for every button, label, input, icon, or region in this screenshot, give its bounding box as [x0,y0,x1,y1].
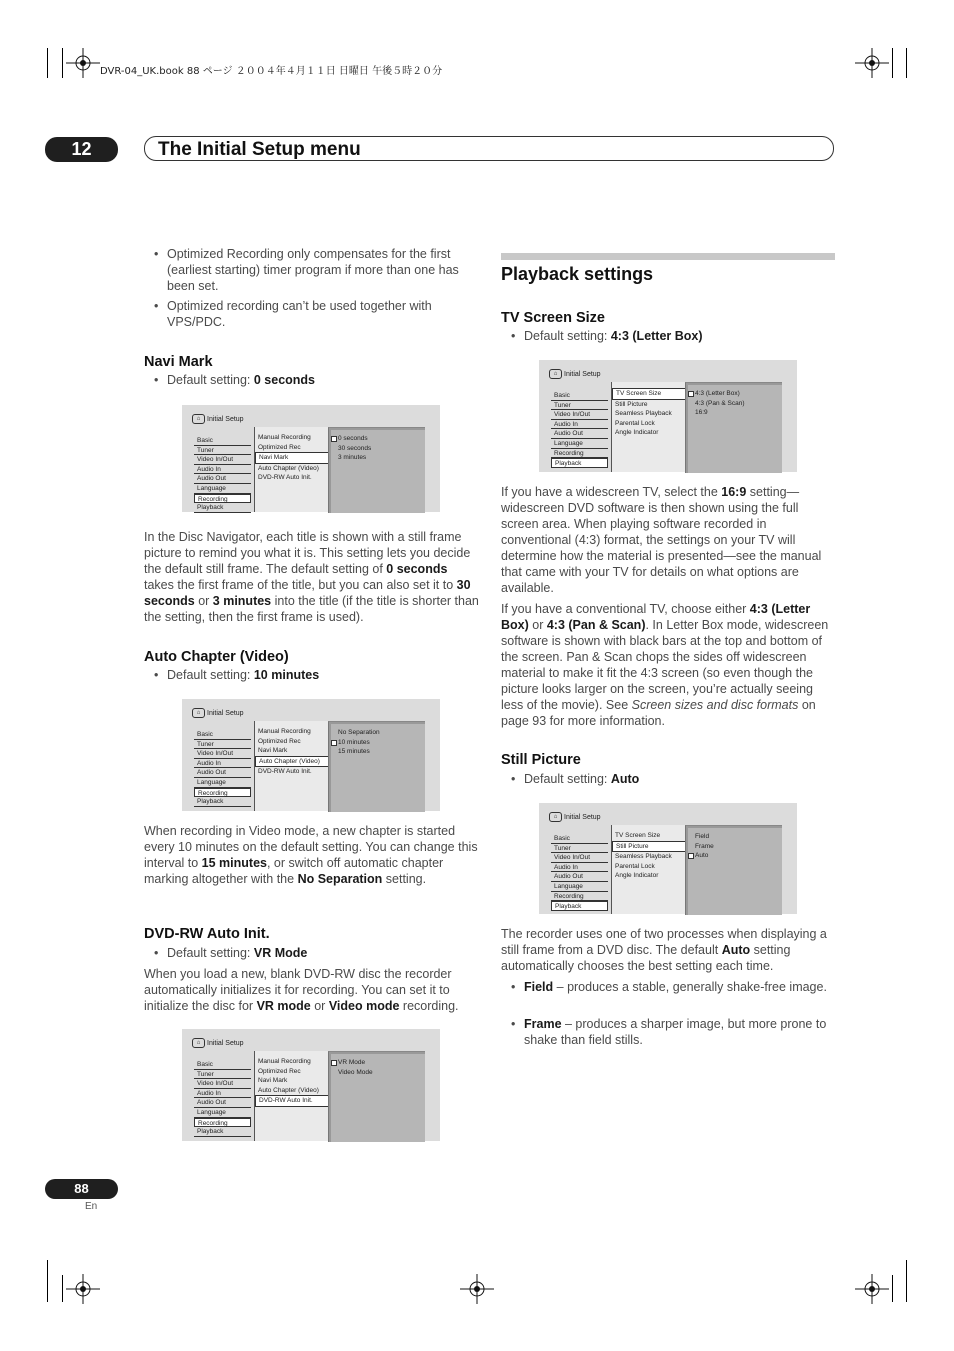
registration-mark-icon [66,48,100,78]
osd-sub-item: Navi Mark [258,1077,288,1085]
text: If you have a widescreen TV, select the [501,485,722,499]
registration-mark-icon [855,1274,889,1304]
auto-chapter-heading: Auto Chapter (Video) [144,649,289,665]
tv-screen-default [501,328,835,344]
osd-menu-item: Language [194,778,251,788]
osd-option: 4:3 (Pan & Scan) [695,399,745,407]
text: takes the first frame of the title, but you can also set it to [144,578,457,592]
osd-title-text: Initial Setup [564,813,601,821]
text: into the title (if the title is shorter than the setting, then the first frame is used). [144,594,479,624]
osd-options [328,1051,425,1142]
still-picture-default [501,771,835,787]
osd-options [685,825,782,915]
osd-option: 15 minutes [338,748,370,756]
osd-title [192,708,244,718]
print-info: DVR-04_UK.book 88 ページ ２００４年４月１１日 日曜日 午後５時２０分 [100,66,443,77]
navi-mark-text [144,529,479,625]
text: or [310,999,329,1013]
osd-auto-chapter [182,699,440,811]
osd-option: 4:3 (Letter Box) [686,389,782,399]
language-code: En [85,1201,98,1212]
osd-sub-menu [254,1051,329,1141]
osd-left-menu [194,730,251,807]
osd-title [192,414,244,424]
osd-menu-item: Recording [194,788,251,798]
text: – produces a sharper image, but more prone to shake than field stills. [524,1017,827,1047]
osd-navi-mark [182,405,440,512]
osd-option: No Separation [338,729,380,736]
osd-sub-menu [254,721,329,811]
navi-mark-heading: Navi Mark [144,354,213,370]
osd-menu-item: Video In/Out [194,749,251,759]
playback-settings-heading: Playback settings [501,264,654,284]
still-field-item [501,979,835,995]
osd-title [192,1038,244,1048]
text: The recorder uses one of two processes when displaying a still frame from a DVD disc. The default [501,927,827,957]
osd-menu-item: Tuner [194,446,251,456]
osd-sub-item: DVD-RW Auto Init. [258,768,312,776]
chapter-number: 12 [45,137,118,162]
osd-menu-item: Language [194,1108,251,1118]
registration-mark-icon [460,1274,494,1304]
osd-title [549,812,601,822]
default-value: 10 minutes [253,668,320,682]
text-bold: 4:3 (Letter Box) [501,602,811,632]
osd-menu-item: Audio In [551,863,608,873]
text-bold: 0 seconds [386,562,448,576]
text: setting. [382,872,427,886]
osd-menu-item: Audio In [194,1089,251,1099]
text: . In Letter Box mode, widescreen software is shown with black bars at the top and bottom of the screen. Pan & Scan chops the sides off widescreen material to make it fit the 4:3 screen (so even though the picture looks larger on the screen, you’re actually seeing less of the movie). See [501,618,829,712]
osd-menu-item: Playback [194,797,251,807]
osd-option: Auto [686,851,782,861]
text: or [528,618,547,632]
setup-icon: ⌂ [192,414,205,424]
osd-title [549,369,601,379]
osd-option: 16:9 [695,409,708,417]
crop-mark [62,48,63,78]
osd-menu-item: Tuner [194,740,251,750]
text: on page 93 for more information. [501,698,816,728]
osd-menu-item: Recording [551,449,608,459]
setup-icon: ⌂ [549,812,562,822]
osd-menu-item: Playback [194,1127,251,1137]
osd-sub-menu [611,825,686,914]
osd-menu-item: Video In/Out [551,410,608,420]
term: Field [524,980,554,994]
osd-option: 0 seconds [329,434,425,444]
osd-menu-item: Language [551,439,608,449]
text: When recording in Video mode, a new chapter is started every 10 minutes on the default setting. You can change this interval to [144,824,478,870]
auto-chapter-default [144,667,482,683]
navi-mark-default [144,372,482,388]
osd-menu-item: Audio Out [551,872,608,882]
text: In the Disc Navigator, each title is shown with a still frame picture to remind you what it is. This setting lets you decide the default still frame. The default setting of [144,530,471,576]
default-label: Default setting: [167,373,254,387]
osd-menu-item: Basic [194,436,251,446]
text-bold: 3 minutes [212,594,272,608]
osd-sub-item: DVD-RW Auto Init. [258,474,312,482]
text: , or switch off automatic chapter marking altogether with the [144,856,444,886]
osd-dvdrw [182,1029,440,1141]
text: or [194,594,213,608]
osd-options [685,382,782,473]
crop-mark [906,1260,907,1302]
osd-menu-item: Recording [194,1118,251,1128]
osd-sub-item: TV Screen Size [615,832,661,839]
osd-sub-item: Parental Lock [615,862,655,870]
osd-options [328,721,425,812]
text: recording. [399,999,459,1013]
osd-menu-item: Audio Out [194,1098,251,1108]
default-label: Default setting: [167,668,254,682]
still-frame-item [501,1016,835,1048]
osd-sub-item: Optimized Rec [258,443,301,451]
setup-icon: ⌂ [192,1038,205,1048]
osd-option: 30 seconds [338,444,372,452]
default-label: Default setting: [524,772,611,786]
osd-sub-menu [254,427,329,512]
default-value: VR Mode [253,946,308,960]
osd-menu-item: Tuner [194,1070,251,1080]
bullet-item: • Optimized recording can’t be used together with VPS/PDC. [144,298,482,330]
osd-menu-item: Audio In [194,759,251,769]
osd-sub-item: DVD-RW Auto Init. [255,1095,329,1107]
osd-still-picture [539,803,797,914]
crop-mark [892,48,893,78]
osd-left-menu [194,1060,251,1137]
crop-mark [892,1275,893,1302]
osd-sub-item: Still Picture [612,841,686,853]
setup-icon: ⌂ [549,369,562,379]
crop-mark [47,48,48,78]
text-bold: Auto [721,943,751,957]
osd-menu-item: Tuner [551,401,608,411]
osd-sub-menu [611,382,686,472]
crop-mark [47,1260,48,1302]
osd-sub-item: Auto Chapter (Video) [258,1086,319,1094]
osd-option: Frame [695,842,714,850]
text-italic: Screen sizes and disc formats [631,698,799,712]
osd-sub-item: Navi Mark [258,747,288,755]
page-number: 88 [45,1179,118,1199]
osd-menu-item: Basic [194,730,251,740]
osd-option: 3 minutes [338,454,367,462]
default-label: Default setting: [167,946,254,960]
osd-option: 10 minutes [329,738,425,748]
setup-icon: ⌂ [192,708,205,718]
still-picture-text [501,926,835,974]
osd-sub-item: Parental Lock [615,419,655,427]
chapter-title: The Initial Setup menu [144,136,834,161]
dvdrw-text [144,966,481,1014]
osd-tv-screen [539,360,797,472]
default-value: 0 seconds [253,373,315,387]
osd-option: VR Mode [329,1058,425,1068]
osd-menu-item: Basic [551,391,608,401]
osd-sub-item: Manual Recording [258,434,311,441]
osd-menu-item: Video In/Out [194,1079,251,1089]
osd-option: Video Mode [338,1068,373,1076]
osd-sub-item: Still Picture [615,400,648,408]
text: If you have a conventional TV, choose either [501,602,750,616]
osd-sub-item: Angle Indicator [615,429,659,437]
osd-menu-item: Basic [194,1060,251,1070]
osd-sub-item: Manual Recording [258,1058,311,1065]
osd-menu-item: Video In/Out [551,853,608,863]
osd-options [328,427,425,513]
osd-menu-item: Video In/Out [194,455,251,465]
osd-menu-item: Language [551,882,608,892]
text: setting—widescreen DVD software is then shown using the full screen area. When playing software recorded in conventional (4:3) format, the settings on your TV will determine how the material is presented—see the manual that came with your TV for details on what options are available. [501,485,822,595]
osd-menu-item: Language [194,484,251,494]
text-bold: Video mode [328,999,400,1013]
default-label: Default setting: [524,329,611,343]
crop-mark [62,1275,63,1302]
text-bold: 15 minutes [201,856,267,870]
osd-left-menu [551,391,608,468]
osd-sub-item: Auto Chapter (Video) [255,756,329,768]
osd-title-text: Initial Setup [207,1039,244,1047]
text-bold: 4:3 (Pan & Scan) [546,618,646,632]
osd-sub-item: Angle Indicator [615,872,659,880]
term: Frame [524,1017,562,1031]
default-value: Auto [610,772,640,786]
osd-sub-item: Navi Mark [255,452,329,464]
osd-sub-item: TV Screen Size [612,388,686,400]
text: – produces a stable, generally shake-free image. [553,980,827,994]
osd-title-text: Initial Setup [207,415,244,423]
osd-title-text: Initial Setup [207,709,244,717]
text-bold: VR mode [256,999,311,1013]
osd-sub-item: Optimized Rec [258,1067,301,1075]
osd-menu-item: Recording [194,494,251,504]
osd-sub-item: Seamless Playback [615,410,672,418]
default-value: 4:3 (Letter Box) [610,329,703,343]
osd-menu-item: Basic [551,834,608,844]
osd-menu-item: Playback [551,458,608,468]
auto-chapter-text [144,823,479,887]
osd-menu-item: Audio In [194,465,251,475]
osd-menu-item: Audio In [551,420,608,430]
still-picture-heading: Still Picture [501,752,581,768]
osd-option: Field [695,833,710,840]
bullet-item: • Optimized Recording only compensates for the first (earliest starting) timer program if more than one has been set. [144,246,482,294]
section-divider [501,253,835,260]
tv-screen-heading: TV Screen Size [501,310,605,326]
osd-menu-item: Recording [551,892,608,902]
osd-title-text: Initial Setup [564,370,601,378]
osd-sub-item: Optimized Rec [258,737,301,745]
dvdrw-default [144,945,482,961]
osd-sub-item: Manual Recording [258,728,311,735]
text-bold: No Separation [297,872,383,886]
osd-menu-item: Audio Out [194,474,251,484]
osd-menu-item: Playback [194,503,251,513]
osd-menu-item: Audio Out [551,429,608,439]
text-bold: 16:9 [721,485,747,499]
osd-left-menu [551,834,608,911]
osd-sub-item: Auto Chapter (Video) [258,464,319,472]
registration-mark-icon [855,48,889,78]
text: When you load a new, blank DVD-RW disc the recorder automatically initializes it for recording. You can set it to initialize the disc for [144,967,452,1013]
tv-screen-text-2 [501,601,835,729]
text-bold: 30 seconds [144,578,471,608]
osd-sub-item: Seamless Playback [615,853,672,861]
osd-menu-item: Playback [551,901,608,911]
osd-left-menu [194,436,251,513]
osd-menu-item: Audio Out [194,768,251,778]
crop-mark [906,48,907,78]
text: setting automatically chooses the best setting each time. [501,943,791,973]
dvdrw-heading: DVD-RW Auto Init. [144,926,270,942]
registration-mark-icon [66,1274,100,1304]
osd-menu-item: Tuner [551,844,608,854]
tv-screen-text-1 [501,484,835,596]
